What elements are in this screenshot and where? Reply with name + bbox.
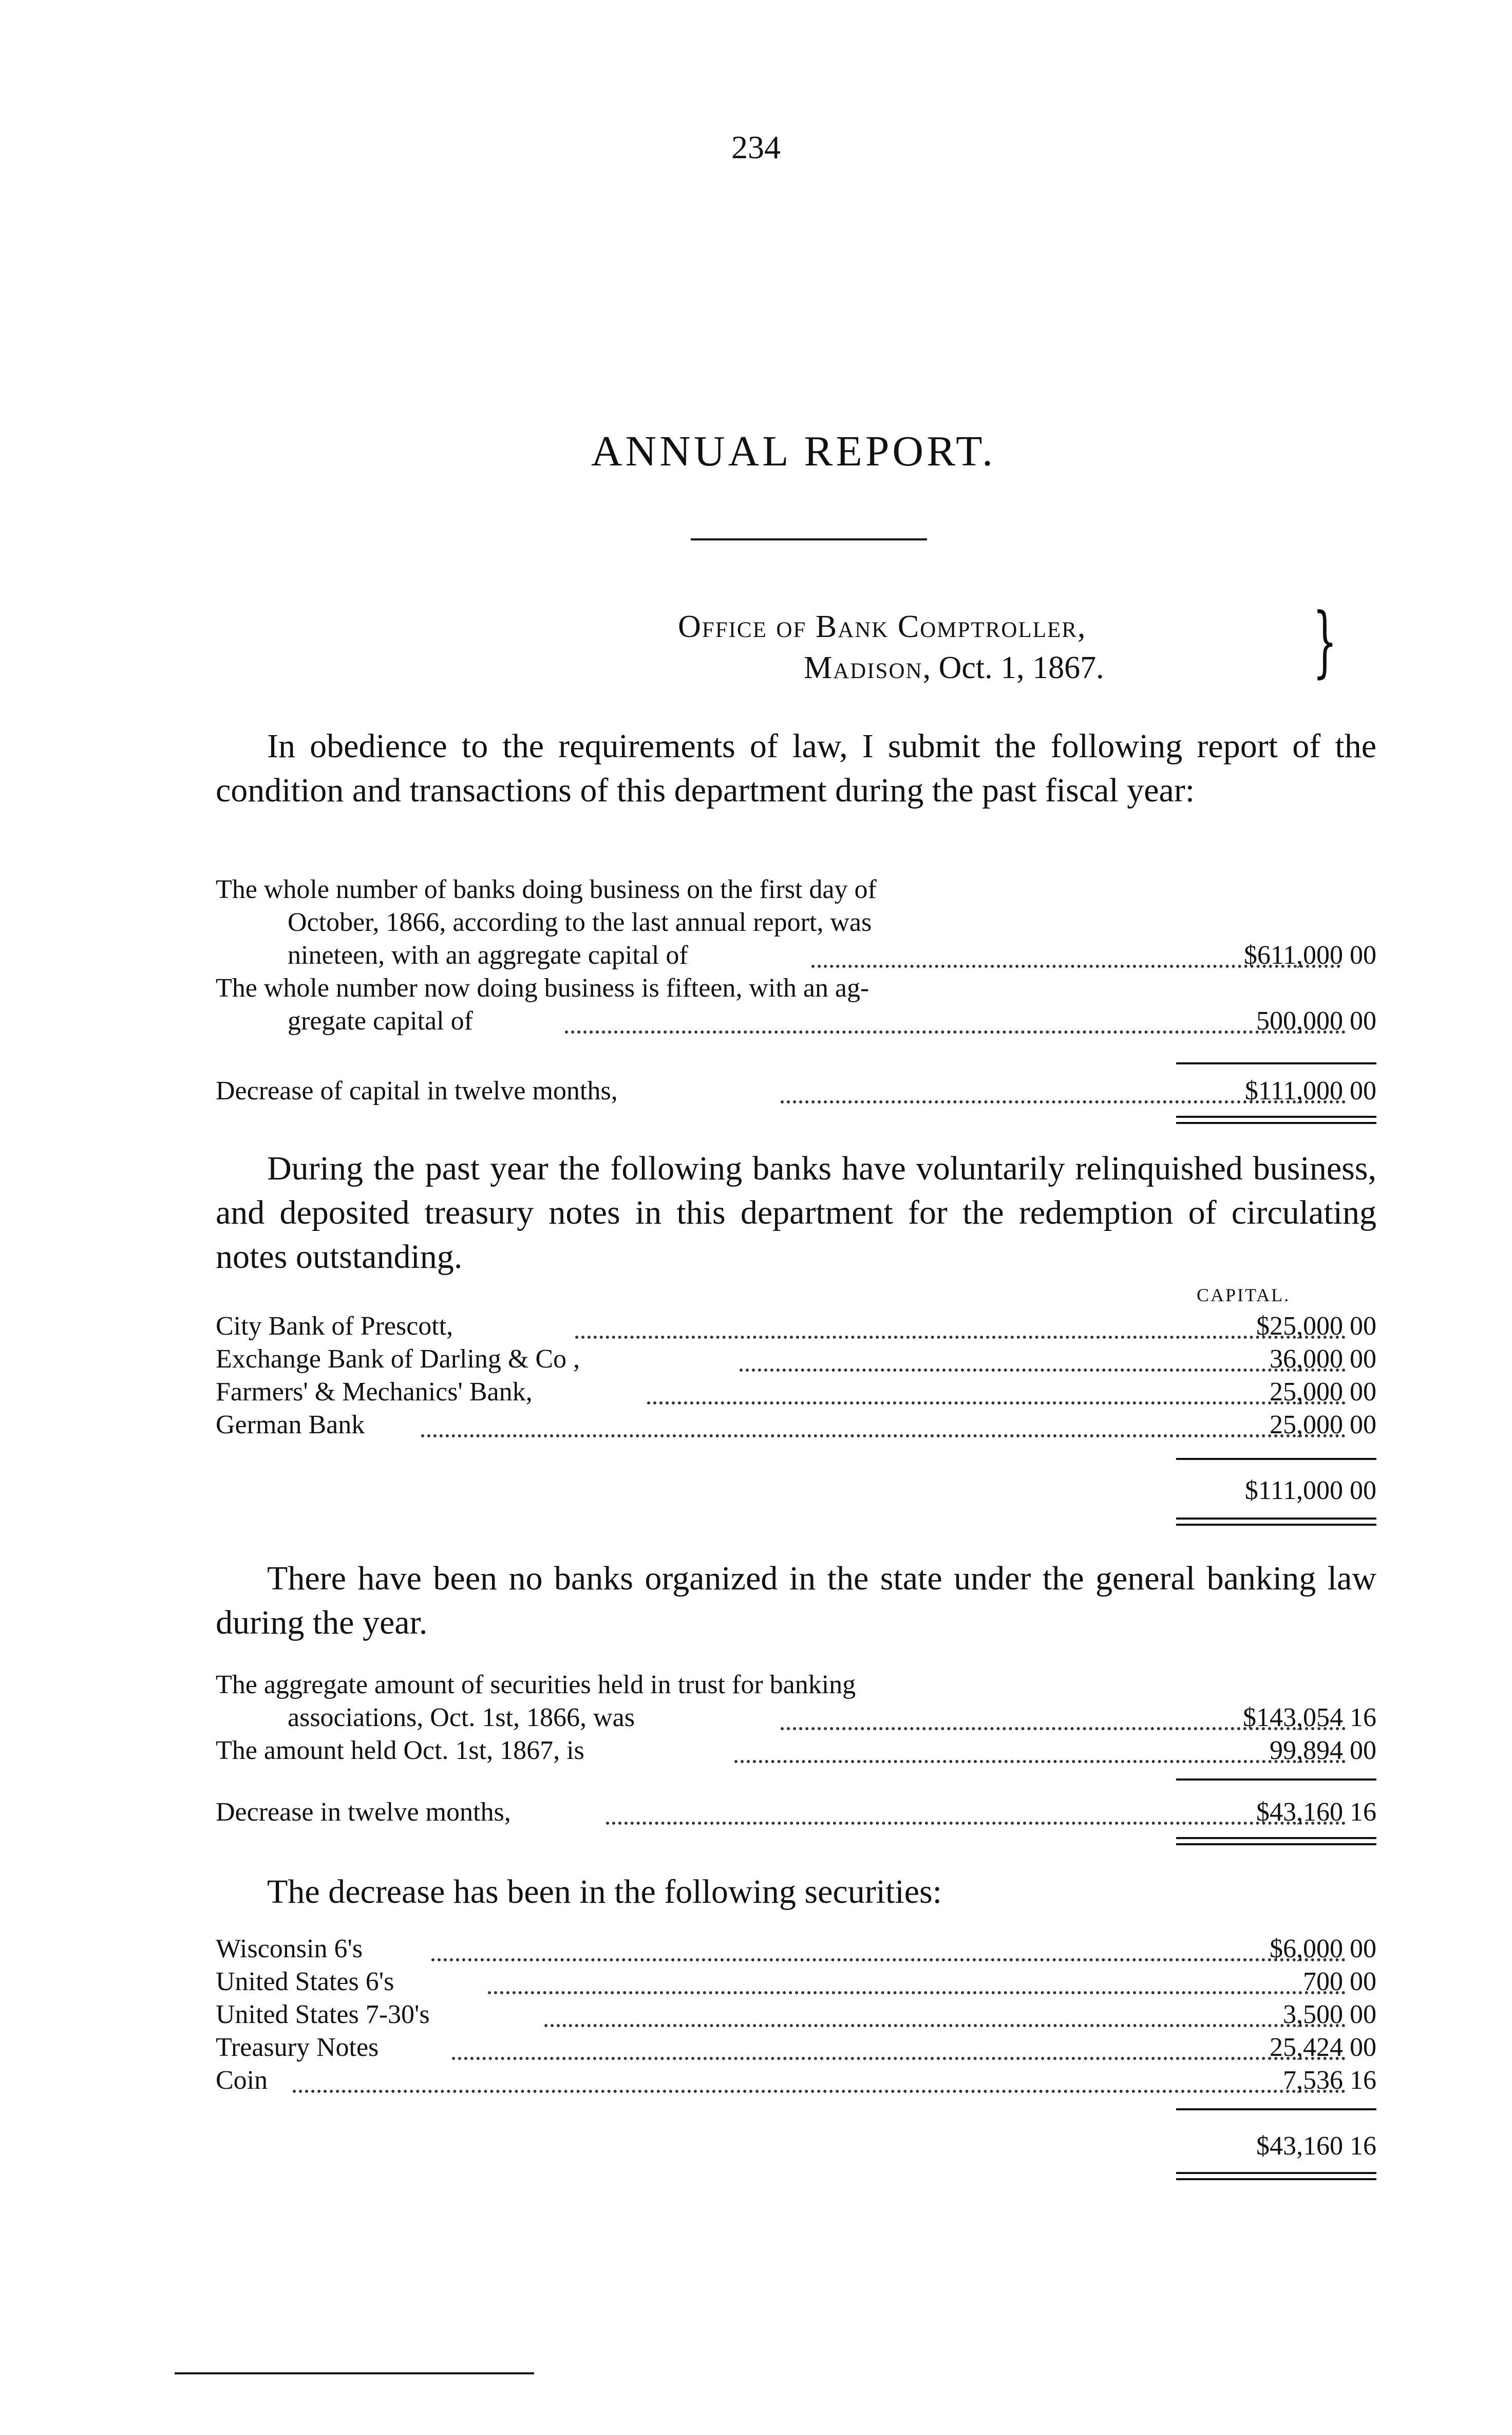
securities-row-1-line-1: The aggregate amount of securities held in trust for banking bbox=[216, 1670, 856, 1699]
sum-rule bbox=[1176, 1062, 1376, 1064]
table-row bbox=[216, 1933, 1376, 1965]
security-name: Wisconsin 6's bbox=[216, 1934, 363, 1963]
bank-capital: 36,000 00 bbox=[1270, 1344, 1376, 1374]
table-row bbox=[216, 1343, 1376, 1376]
total-double-rule bbox=[1176, 2178, 1376, 2180]
sum-rule bbox=[1176, 2108, 1376, 2110]
dot-leader bbox=[293, 2090, 1346, 2093]
securities-total-row bbox=[216, 1796, 1376, 1832]
decrease-heading bbox=[216, 1870, 1376, 1914]
relinquished-total-amount: $111,000 00 bbox=[1244, 1476, 1376, 1505]
dot-leader bbox=[488, 1991, 1346, 1994]
security-amount: 7,536 16 bbox=[1283, 2066, 1376, 2095]
securities-row-1 bbox=[216, 1669, 1376, 1734]
total-double-rule bbox=[1176, 2172, 1376, 2174]
total-double-rule bbox=[1176, 1843, 1376, 1845]
date: , Oct. 1, 1867. bbox=[922, 650, 1104, 685]
capital-column-header: CAPITAL. bbox=[1197, 1285, 1291, 1305]
total-double-rule bbox=[1176, 1524, 1376, 1526]
securities-total-amount: $43,160 16 bbox=[1256, 1797, 1376, 1827]
bank-name: Farmers' & Mechanics' Bank, bbox=[216, 1377, 533, 1407]
sum-rule bbox=[1176, 1458, 1376, 1460]
capital-total-amount: $111,000 00 bbox=[1244, 1076, 1376, 1106]
page-number: 234 bbox=[731, 129, 781, 165]
title-rule bbox=[691, 538, 927, 540]
intro-text: In obedience to the requirements of law, I submit the following report of the condition and transactions of this department during the past fiscal year: bbox=[216, 727, 1376, 809]
security-amount: $6,000 00 bbox=[1270, 1934, 1376, 1963]
capital-row-1-line-3: nineteen, with an aggregate capital of bbox=[288, 941, 688, 970]
sum-rule bbox=[1176, 1778, 1376, 1781]
security-name: United States 6's bbox=[216, 1967, 394, 1996]
bank-name: German Bank bbox=[216, 1410, 365, 1439]
office-heading bbox=[678, 606, 1315, 688]
security-name: Treasury Notes bbox=[216, 2033, 379, 2062]
dot-leader bbox=[565, 1031, 1346, 1034]
table-row bbox=[216, 1998, 1376, 2031]
relinquished-paragraph bbox=[216, 1147, 1376, 1279]
securities-row-1-line-2: associations, Oct. 1st, 1866, was bbox=[288, 1703, 635, 1732]
footer-rule bbox=[175, 2372, 534, 2374]
securities-row-2-label: The amount held Oct. 1st, 1867, is bbox=[216, 1736, 584, 1765]
total-double-rule bbox=[1176, 1518, 1376, 1520]
capital-row-1-line-2: October, 1866, according to the last annual report, was bbox=[288, 908, 872, 937]
dot-leader bbox=[575, 1336, 1346, 1339]
capital-row-1-line-1: The whole number of banks doing business on the first day of bbox=[216, 875, 877, 904]
capital-row-2 bbox=[216, 972, 1376, 1044]
relinquished-total-row bbox=[216, 1474, 1376, 1510]
securities-row-1-amount: $143,054 16 bbox=[1243, 1703, 1376, 1732]
bank-capital: 25,000 00 bbox=[1270, 1410, 1376, 1439]
decrease-heading-text: The decrease has been in the following securities: bbox=[267, 1873, 942, 1910]
intro-paragraph bbox=[216, 724, 1376, 813]
dot-leader bbox=[740, 1369, 1346, 1372]
dot-leader bbox=[421, 1434, 1346, 1437]
table-row bbox=[216, 1965, 1376, 1998]
capital-row-1-amount: $611,000 00 bbox=[1243, 941, 1376, 970]
table-row bbox=[216, 1409, 1376, 1441]
place-name: Madison bbox=[804, 650, 923, 685]
place-date-line bbox=[678, 647, 1315, 688]
table-row bbox=[216, 2064, 1376, 2097]
no-banks-text: There have been no banks organized in the state under the general banking law during the year. bbox=[216, 1560, 1376, 1641]
decrease-total-row bbox=[216, 2130, 1376, 2166]
capital-row-2-line-1: The whole number now doing business is fifteen, with an ag- bbox=[216, 973, 870, 1003]
securities-row-2 bbox=[216, 1734, 1376, 1767]
bank-name: Exchange Bank of Darling & Co , bbox=[216, 1344, 580, 1374]
table-row bbox=[216, 1310, 1376, 1343]
capital-total-row bbox=[216, 1075, 1376, 1111]
bank-capital: 25,000 00 bbox=[1270, 1377, 1376, 1407]
security-name: Coin bbox=[216, 2066, 268, 2095]
total-double-rule bbox=[1176, 1116, 1376, 1118]
security-name: United States 7-30's bbox=[216, 2000, 430, 2029]
security-amount: 25,424 00 bbox=[1270, 2033, 1376, 2062]
total-double-rule bbox=[1176, 1122, 1376, 1124]
dot-leader bbox=[452, 2057, 1346, 2060]
office-line: Office of Bank Comptroller, bbox=[678, 609, 1087, 644]
dot-leader bbox=[606, 1822, 1346, 1825]
dot-leader bbox=[544, 2024, 1346, 2027]
dot-leader bbox=[647, 1401, 1346, 1404]
capital-row-2-line-2: gregate capital of bbox=[288, 1006, 473, 1036]
bank-name: City Bank of Prescott, bbox=[216, 1312, 453, 1341]
capital-row-2-amount: 500,000 00 bbox=[1256, 1006, 1376, 1036]
table-row bbox=[216, 2031, 1376, 2064]
page-title: ANNUAL REPORT. bbox=[591, 427, 996, 475]
total-double-rule bbox=[1176, 1837, 1376, 1839]
decrease-total-amount: $43,160 16 bbox=[1256, 2131, 1376, 2161]
securities-row-2-amount: 99,894 00 bbox=[1270, 1736, 1376, 1765]
security-amount: 3,500 00 bbox=[1283, 2000, 1376, 2029]
relinquished-text: During the past year the following banks have voluntarily relinquished business, and deposited treasury notes in this department for the redemption of circulating notes outstanding. bbox=[216, 1150, 1376, 1276]
bank-capital: $25,000 00 bbox=[1256, 1312, 1376, 1341]
dot-leader bbox=[734, 1760, 1346, 1763]
table-row bbox=[216, 1376, 1376, 1409]
no-banks-paragraph bbox=[216, 1557, 1376, 1645]
dot-leader bbox=[431, 1958, 1346, 1961]
security-amount: 700 00 bbox=[1303, 1967, 1376, 1996]
brace-glyph: } bbox=[1312, 597, 1337, 686]
securities-total-label: Decrease in twelve months, bbox=[216, 1797, 511, 1827]
capital-total-label: Decrease of capital in twelve months, bbox=[216, 1076, 618, 1106]
